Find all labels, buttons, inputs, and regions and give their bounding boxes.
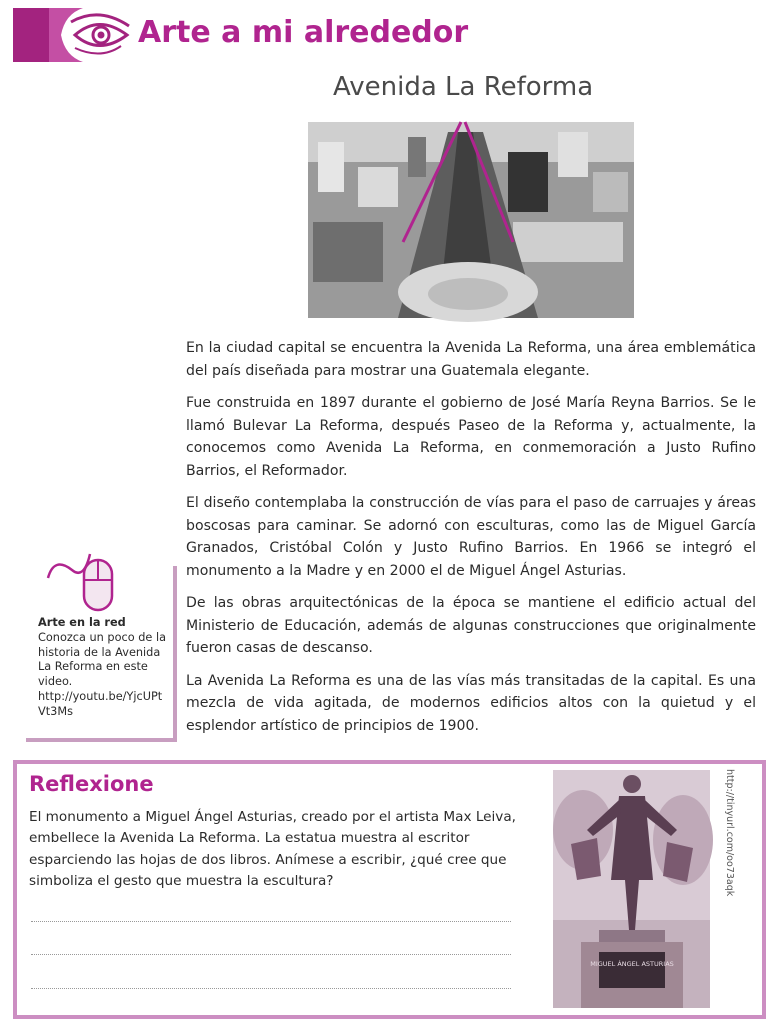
answer-line[interactable] bbox=[31, 954, 511, 955]
sidebar-text: Conozca un poco de la historia de la Avenida La Reforma en este video. bbox=[38, 630, 167, 689]
sidebar-content bbox=[38, 616, 168, 720]
reflexione-text: El monumento a Miguel Ángel Asturias, creado por el artista Max Leiva, embellece la Avenida La Reforma. La estatua muestra al escritor esparciendo las hojas de dos libros. Anímese a escribir, ¿qué cree que simboliza el gesto que muestra la escultura? bbox=[29, 809, 517, 890]
paragraph: En la ciudad capital se encuentra la Avenida La Reforma, una área emblemática del país diseñada para mostrar una Guatemala elegante. bbox=[186, 340, 756, 379]
image-credit bbox=[717, 769, 735, 904]
paragraph: De las obras arquitectónicas de la época se mantiene el edificio actual del Ministerio de Educación, además de algunas construcciones que originalmente fueron casas de descanso. bbox=[186, 595, 756, 656]
sidebar-title: Arte en la red bbox=[38, 616, 126, 629]
article-title: Avenida La Reforma bbox=[333, 72, 594, 102]
answer-line[interactable] bbox=[31, 921, 511, 922]
statue-plaque: MIGUEL ÁNGEL ASTURIAS bbox=[590, 960, 674, 968]
avenue-aerial-photo bbox=[308, 122, 634, 318]
computer-mouse-icon bbox=[44, 550, 124, 614]
eye-logo-icon bbox=[13, 8, 131, 62]
answer-line[interactable] bbox=[31, 988, 511, 989]
reflexione-box bbox=[13, 760, 766, 1019]
paragraph: El diseño contemplaba la construcción de vías para el paso de carruajes y áreas boscosas para caminar. Se adornó con esculturas, como las de Miguel García Granados, Cristóbal Colón y Justo Rufino Barrios. En 1966 se integró el monumento a la Madre y en 2000 el de Miguel Ángel Asturias. bbox=[186, 495, 756, 579]
article-body bbox=[186, 337, 756, 747]
page-header-title: Arte a mi alrededor bbox=[138, 15, 469, 50]
paragraph: La Avenida La Reforma es una de las vías más transitadas de la capital. Es una mezcla de vida agitada, de modernos edificios altos con la quietud y el esplendor artístico de principios de 1900. bbox=[186, 672, 756, 734]
statue-photo bbox=[553, 770, 710, 1008]
paragraph: Fue construida en 1897 durante el gobierno de José María Reyna Barrios. Se le llamó Bulevar La Reforma, después Paseo de la Reforma y, actualmente, la conocemos como Avenida La Reforma, en conmemoración a Justo Rufino Barrios, el Reformador. bbox=[186, 395, 756, 479]
image-credit-text: http://tinyurl.com/oo73aqk bbox=[724, 769, 735, 897]
reflexione-title: Reflexione bbox=[29, 772, 154, 796]
video-link[interactable]: http://youtu.be/YjcUPtVt3Ms bbox=[38, 689, 163, 718]
